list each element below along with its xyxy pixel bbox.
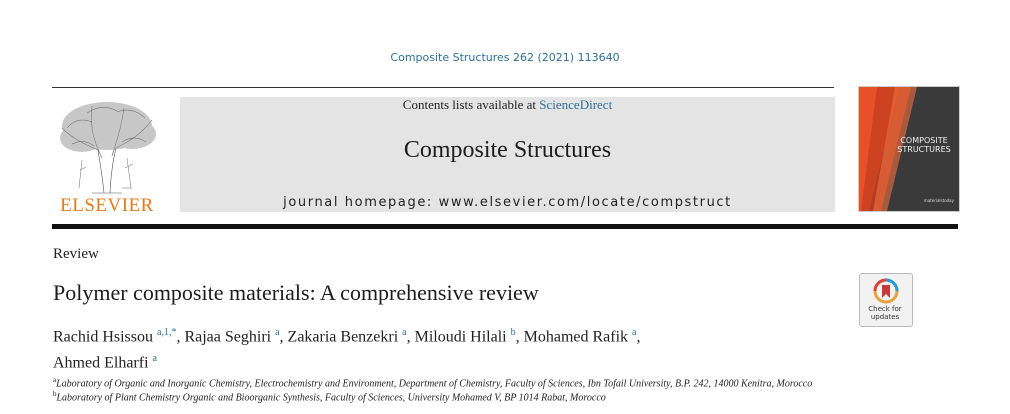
affiliation-mark: b — [53, 390, 57, 398]
author-name[interactable]: Rachid Hsissou — [53, 328, 153, 346]
header-bottom-rule — [52, 224, 958, 229]
citation-link[interactable]: Composite Structures 262 (2021) 113640 — [390, 51, 620, 64]
contents-line — [180, 97, 835, 113]
author-affiliation-mark[interactable]: a,1,* — [157, 327, 177, 338]
author-name[interactable]: Miloudi Hilali — [414, 328, 507, 346]
affiliation-text: Laboratory of Organic and Inorganic Chemistry, Electrochemistry and Environment, Department of Chemistry, Faculty of Sciences, Ibn Tofail University, B.P. 242, 14000 Kenitra, Morocco — [56, 378, 813, 390]
sciencedirect-link[interactable]: ScienceDirect — [539, 97, 613, 112]
author-name[interactable]: Ahmed Elharfi — [53, 354, 149, 372]
author-name[interactable]: Rajaa Seghiri — [184, 328, 272, 346]
author-name[interactable]: Zakaria Benzekri — [287, 328, 399, 346]
cover-title-line2: STRUCTURES — [897, 145, 951, 154]
header-top-rule — [52, 87, 834, 88]
journal-homepage — [180, 195, 835, 210]
author-affiliation-mark[interactable]: a — [402, 327, 407, 338]
cover-title — [892, 136, 956, 154]
crossmark-line1: Check for — [868, 305, 902, 313]
affiliation-b — [53, 390, 606, 403]
crossmark-label — [859, 305, 911, 321]
journal-title: Composite Structures — [403, 137, 612, 163]
cover-title-line1: COMPOSITE — [900, 136, 948, 145]
article-type: Review — [53, 246, 99, 262]
paper-title: Polymer composite materials: A comprehensive review — [53, 280, 539, 305]
affiliation-mark: a — [53, 376, 57, 384]
journal-citation — [0, 51, 1010, 64]
affiliation-text: Laboratory of Plant Chemistry Organic and Bioorganic Synthesis, Faculty of Sciences, University Mohamed V, BP 1014 Rabat, Morocco — [56, 392, 606, 404]
author-affiliation-mark[interactable]: b — [510, 327, 516, 338]
crossmark-icon — [860, 274, 912, 306]
crossmark-line2: updates — [870, 313, 900, 321]
author-name[interactable]: Mohamed Rafik — [523, 328, 629, 346]
contents-prefix: Contents lists available at — [402, 97, 540, 112]
author-affiliation-mark[interactable]: a — [275, 327, 280, 338]
author-affiliation-mark[interactable]: a — [152, 353, 157, 365]
elsevier-wordmark: ELSEVIER — [60, 195, 154, 216]
cover-footer: materialstoday — [923, 198, 954, 203]
homepage-prefix: journal homepage: — [283, 195, 439, 210]
homepage-link[interactable]: www.elsevier.com/locate/compstruct — [438, 195, 732, 210]
author-affiliation-mark[interactable]: a — [632, 327, 637, 338]
author-list: Rachid Hsissou $^{a,1,*}$, Rajaa Seghiri $^a$, Zakaria Benzekri $^a$, Miloudi Hilali $^b$, Mohamed Rafik $^a$, Ahmed Elharfi $^a$ — [53, 327, 641, 372]
affiliation-a — [53, 376, 812, 389]
